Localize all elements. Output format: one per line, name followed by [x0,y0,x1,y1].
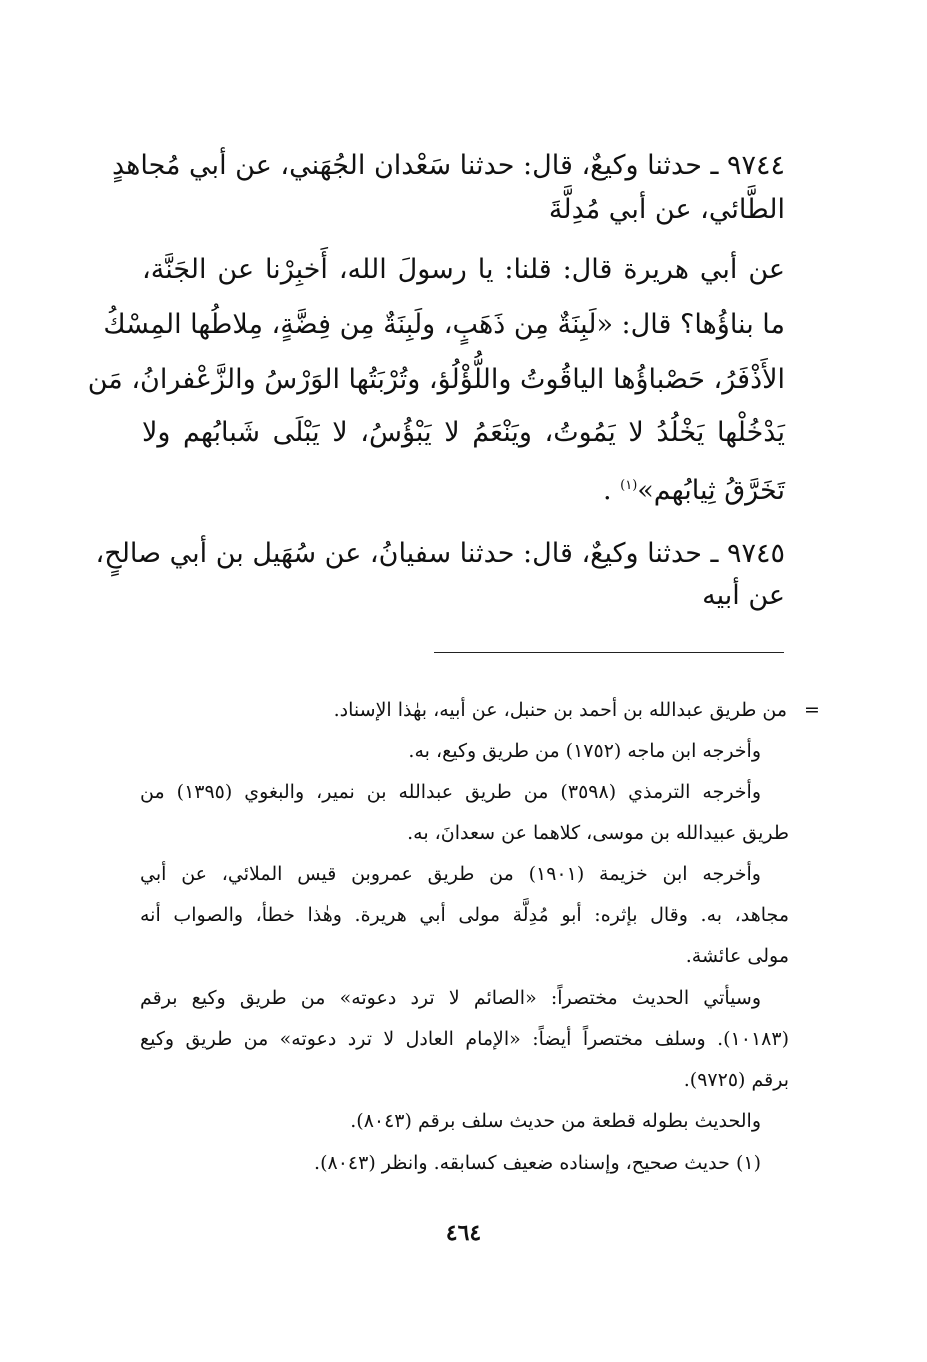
footnote-line-11: والحديث بطوله قطعة من حديث سلف برقم (٨٠٤٣). [350,1110,761,1132]
footnote-line-7: مولى عائشة. [685,945,789,967]
hadith-9744-chain-line-1: ٩٧٤٤ ـ حدثنا وكيعٌ، قال: حدثنا سَعْدان الجُهَني، عن أبي مُجاهدٍ [111,150,785,181]
footnote-line-12: (١) حديث صحيح، وإسناده ضعيف كسابقه. وانظر (٨٠٤٣). [314,1152,761,1174]
footnote-line-9: (١٠١٨٣). وسلف مختصراً أيضاً: «الإمام العادل لا ترد دعوته» من طريق وكيع [140,1028,789,1050]
hadith-9744-text-line-4: يَدْخُلْها يَخْلُدُ لا يَمُوتُ، ويَنْعَمُ لا يَبْؤُسُ، لا يَبْلَى شَبابُهم ولا [142,417,785,448]
hadith-9744-text-line-3: الأَذْفَرُ، حَصْباؤُها الياقُوتُ واللُّؤْلُؤ، وتُرْبَتُها الوَرْسُ والزَّعْفرانُ، مَن [87,364,785,395]
hadith-9744-chain-line-2: الطَّائي، عن أبي مُدِلَّةَ [548,194,785,225]
footnote-line-8: وسيأتي الحديث مختصراً: «الصائم لا ترد دعوته» من طريق وكيع برقم [140,987,761,1009]
hadith-9744-text-line-5 [603,466,785,511]
footnote-line-3: وأخرجه الترمذي (٣٥٩٨) من طريق عبدالله بن نمير، والبغوي (١٣٩٥) من [140,781,762,803]
footnote-line-1: من طريق عبدالله بن أحمد بن حنبل، عن أبيه، بهٰذا الإسناد. [333,699,787,721]
footnote-line-2: وأخرجه ابن ماجه (١٧٥٢) من طريق وكيع، به. [408,740,761,762]
page-number: ٤٦٤ [445,1220,482,1246]
footnote-line-4: طريق عبيدالله بن موسى، كلاهما عن سعدانَ، به. [407,822,789,844]
footnote-line-6: مجاهد، به. وقال بإثره: أبو مُدِلَّة مولى أبي هريرة. وهٰذا خطأ، والصواب أنه [140,904,789,926]
hadith-9744-text-end: تَخَرَّقُ ثِيابُهم» [637,475,785,506]
hadith-9744-text-line-2: ما بناؤُها؟ قال: «لَبِنَةٌ مِن ذَهَبٍ، ولَبِنَةٌ مِن فِضَّةٍ، مِلاطُها المِسْكُ [103,309,785,340]
footnote-line-5: وأخرجه ابن خزيمة (١٩٠١) من طريق عمروبن قيس الملائي، عن أبي [140,863,761,885]
hadith-9745-chain-line-1: ٩٧٤٥ ـ حدثنا وكيعٌ، قال: حدثنا سفيانُ، عن سُهَيل بن أبي صالحٍ، [95,538,785,569]
footnote-line-10: برقم (٩٧٢٥). [683,1069,789,1091]
hadith-9744-text-line-1: عن أبي هريرة قال: قلنا: يا رسولَ الله، أَخبِرْنا عن الجَنَّة، [142,254,785,285]
footnote-marker-1: (١) [620,478,638,493]
hadith-9745-chain-line-2: عن أبيه [702,580,785,611]
footnote-continuation-mark: = [804,699,820,721]
hadith-9744-end-period: . [602,475,612,506]
footnote-separator [434,652,784,653]
